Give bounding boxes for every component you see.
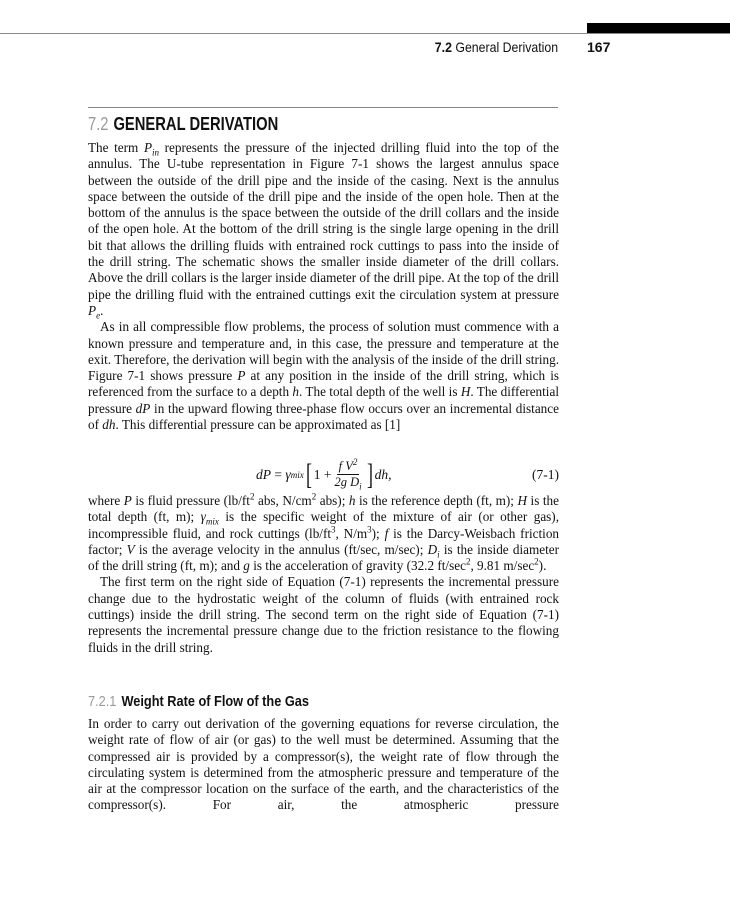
text-run: is the Darcy-Weisbach friction factor; [88, 525, 560, 557]
paragraph [88, 574, 559, 655]
subsection-number: 7.2.1 [88, 693, 117, 710]
section-number: 7.2 [88, 114, 109, 134]
math-variable: h [292, 384, 299, 400]
math-variable: H [517, 493, 528, 508]
eq-bracket-left: [ [305, 457, 312, 491]
text-run: The term [88, 140, 144, 155]
paragraph [88, 493, 559, 574]
math-variable: P [88, 302, 97, 318]
eq-numerator: f V [338, 459, 353, 473]
eq-lhs: dP [256, 466, 271, 482]
text-run: represents the pressure of the injected drilling fluid into the top of the annulus. The U-tube representation in Figure 7-1 shows the largest annulus space between the outside of the drill pipe and the inside of the casing. Next is the annulus space between the outside of the drill pipe and the inside of the open hole. Then at the bottom of the annulus is the space between the outside of the drill collars and the inside of the open hole. At the bottom of the drill string is the single large opening in the drill bit that allows the drilling fluids with entrained rock cuttings to pass into the inside of the drill string. The schematic shows the smaller inside diameter of the drill collars. Above the drill collars is the larger inside diameter of the drill pipe. At the top of the drill pipe the drilling fluid with the entrained cuttings exit the circulation system at pressure [88, 140, 560, 302]
text-run: , 9.81 m/sec [470, 558, 535, 574]
paragraph [88, 319, 559, 433]
supscript: 2 [249, 491, 255, 502]
text-run: The first term on the right side of Equation (7-1) represents the incremental pressure change due to the hydrostatic weight of the column of fluids (with entrained rock cuttings) inside the drill string. The second term on the right side of Equation (7-1) represents the incremental pressure change due to the friction resistance to the flowing fluids in the drill string. [88, 574, 559, 655]
eq-numerator-sup: 2 [352, 456, 358, 467]
paragraph [88, 716, 559, 814]
eq-denominator: 2g D [334, 475, 360, 489]
text-run: is the specific weight of the mixture of air (or other gas), incompressible fluid, and rock cuttings (lb/ft [88, 509, 559, 541]
text-run: , N/m [335, 525, 368, 541]
running-header-title: General Derivation [455, 39, 558, 55]
equation-7-1: dP = γ mix [ 1 + $\frac{f V^2}{2g D_i}$ ] dh, (7-1) [256, 456, 559, 492]
running-header [435, 39, 558, 55]
eq-gamma: γ [285, 466, 291, 482]
text-run: abs, N/cm [254, 493, 312, 508]
text-run: ). [538, 558, 547, 574]
subsection-title: Weight Rate of Flow of the Gas [121, 693, 309, 710]
text-run: is the average velocity in the annulus (ft/sec, m/sec); [134, 541, 428, 557]
eq-one-plus: 1 + [313, 466, 332, 482]
header-rule [0, 33, 730, 34]
text-run: in the upward flowing three-phase flow occurs over an incremental distance of [88, 400, 559, 433]
text-run: abs); [316, 493, 349, 508]
subscript: i [437, 549, 440, 560]
text-run: is the reference depth (ft, m); [355, 493, 518, 508]
text-run: is the inside diameter of the drill string (ft, m); and [88, 541, 559, 574]
page-number: 167 [587, 39, 611, 55]
math-variable: dP [135, 400, 151, 416]
math-variable: P [143, 140, 153, 155]
text-run: at any position in the inside of the drill string, which is referenced from the surface to a depth [88, 368, 559, 400]
text-run: ); [371, 525, 385, 541]
eq-denominator-sub: i [359, 481, 362, 492]
supscript: 2 [465, 556, 471, 567]
running-header-number: 7.2 [434, 39, 452, 55]
math-variable: g [243, 558, 250, 574]
supscript: 3 [331, 524, 336, 535]
math-variable: H [460, 384, 471, 400]
text-run: is fluid pressure (lb/ft [131, 493, 250, 508]
text-run: is the acceleration of gravity (32.2 ft/sec [249, 558, 466, 574]
paragraph [88, 140, 559, 319]
equation-number: (7-1) [532, 467, 559, 482]
math-variable: f [384, 525, 389, 541]
supscript: 2 [534, 556, 539, 567]
eq-equals: = [274, 466, 282, 482]
math-variable: V [126, 541, 135, 557]
math-variable: h [348, 493, 356, 508]
text-run: is the total depth (ft, m); [88, 493, 559, 525]
section-title: GENERAL DERIVATION [113, 114, 279, 134]
text-run: As in all compressible flow problems, the process of solution must commence with a known pressure and temperature and, in this case, the pressure and temperature at the exit. Therefore, the derivation will begin with the analysis of the inside of the drill string. Figure 7-1 shows pressure [88, 319, 559, 384]
eq-differential: dh, [374, 466, 392, 482]
text-run: In order to carry out derivation of the governing equations for reverse circulation, the weight rate of flow of air (or gas) to the well must be determined. Assuming that the compressed air is provided by a compressor(s), the weight rate of flow through the circulating system is determined from the atmospheric pressure and temperature of the air at the compressor location on the surface of the earth, and the characteristics of the compressor(s). For air, the atmospheric pressure [88, 716, 559, 813]
section-rule [88, 107, 558, 108]
eq-bracket-right: ] [366, 457, 373, 491]
body-text-weight-rate [88, 716, 559, 814]
section-heading [88, 114, 278, 135]
supscript: 3 [367, 524, 372, 535]
thumb-tab [587, 23, 730, 33]
subscript: mix [205, 516, 219, 527]
math-variable: P [237, 368, 246, 384]
subscript: in [152, 147, 160, 158]
supscript: 2 [311, 491, 317, 502]
body-text-definitions [88, 493, 559, 656]
eq-fraction [334, 456, 362, 492]
text-run: . [100, 302, 104, 318]
text-run: where [88, 493, 124, 508]
subsection-heading [88, 693, 309, 710]
text-run: . This differential pressure can be approximated as [1] [115, 417, 401, 433]
text-run: . The total depth of the well is [299, 384, 461, 400]
math-variable: dh [102, 417, 116, 433]
subscript: e [96, 310, 101, 321]
body-text-intro [88, 140, 559, 433]
math-variable: γ [200, 509, 206, 525]
text-run: . The differential pressure [88, 384, 559, 416]
math-variable: D [427, 541, 438, 557]
math-variable: P [123, 493, 132, 508]
